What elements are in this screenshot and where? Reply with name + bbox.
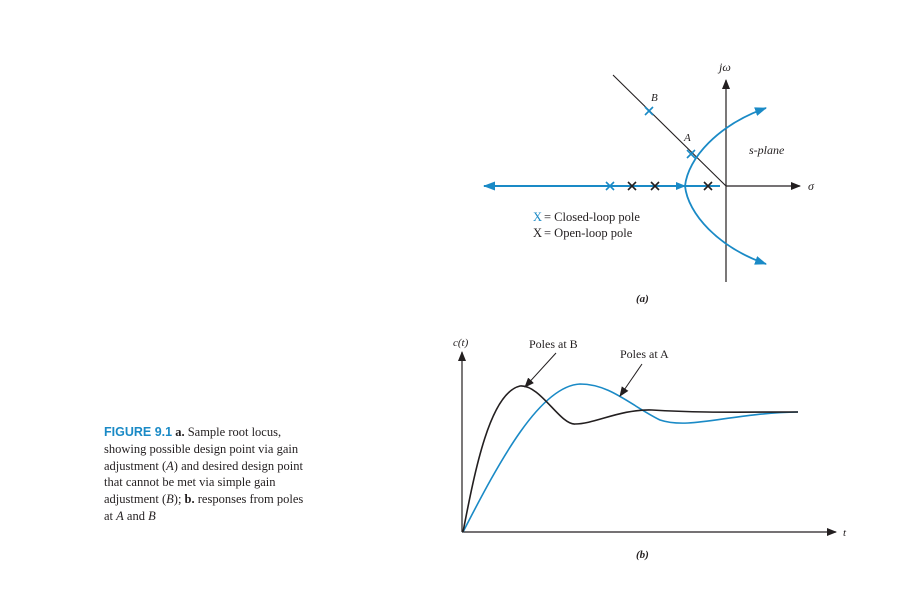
response-poles-b [463, 386, 798, 532]
legend-open-marker: X [533, 226, 543, 240]
figure-number: FIGURE 9.1 [104, 425, 173, 439]
sigma-label: σ [808, 179, 814, 193]
caption-a-letter: A [166, 458, 174, 473]
caption-text-b: responses from poles at [104, 492, 304, 523]
legend-closed-marker: X [533, 210, 543, 224]
ct-label: c(t) [453, 337, 469, 349]
t-label: t [843, 527, 847, 539]
caption-text-a: Sample root locus, showing possible design point via gain adjustment ( [104, 425, 299, 473]
response-poles-a [463, 384, 798, 532]
caption-text-a2: ) and desired design point that cannot be met via simple gain adjustment ( [104, 458, 303, 507]
subfigure-b-label: (b) [636, 549, 649, 561]
poles-at-b-annotation: Poles at B [529, 337, 578, 351]
poles-at-b-pointer [525, 353, 556, 387]
caption-part-b-marker: b. [184, 492, 195, 507]
jw-label: jω [719, 60, 731, 74]
root-locus-diagram [484, 60, 815, 305]
step-response-plot [453, 337, 847, 561]
closed-loop-pole-b [645, 107, 653, 115]
legend-closed-text: = Closed-loop pole [544, 210, 640, 224]
figure-caption [104, 424, 314, 525]
caption-b-b-letter: B [148, 508, 156, 523]
poles-at-a-annotation: Poles at A [620, 347, 669, 361]
caption-text-a3: ); [173, 492, 185, 507]
point-a-label: A [684, 132, 691, 144]
subfigure-a-label: (a) [636, 293, 649, 305]
damping-ratio-line [613, 75, 726, 186]
caption-text-and: and [123, 508, 149, 523]
s-plane-label: s-plane [749, 143, 785, 157]
poles-at-a-pointer [620, 364, 642, 396]
closed-loop-pole-markers [606, 107, 695, 190]
point-b-label: B [651, 92, 658, 104]
caption-b-letter: B [166, 492, 174, 507]
legend-open-text: = Open-loop pole [544, 226, 633, 240]
caption-part-a-marker: a. [175, 425, 185, 439]
caption-b-a-letter: A [116, 508, 124, 523]
legend [533, 210, 640, 240]
